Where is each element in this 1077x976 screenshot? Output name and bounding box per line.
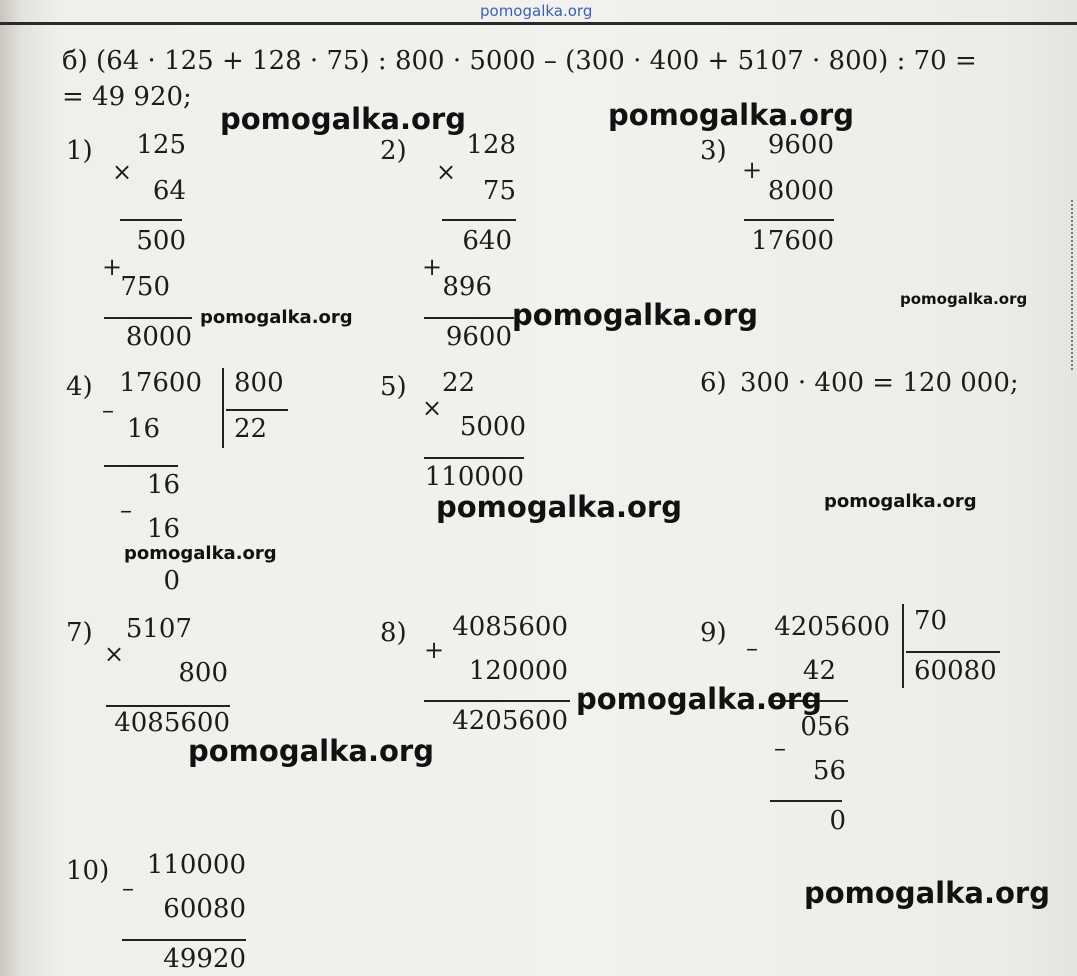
subtrahend-2: 16 <box>146 514 180 544</box>
divisor: 70 <box>914 606 948 636</box>
division-bar <box>222 368 224 448</box>
watermark: pomogalka.org <box>900 290 1028 308</box>
result: 4205600 <box>452 706 568 736</box>
remainder-final: 0 <box>829 806 846 836</box>
subtrahend-1: 16 <box>126 414 160 444</box>
watermark-top: pomogalka.org <box>480 2 593 20</box>
partial-1: 500 <box>136 226 186 256</box>
watermark: pomogalka.org <box>824 491 977 512</box>
subtrahend-2: 56 <box>812 756 846 786</box>
watermark: pomogalka.org <box>804 876 1050 910</box>
rule <box>424 457 524 459</box>
quotient: 22 <box>234 414 268 444</box>
step-label: 6) <box>700 368 727 398</box>
result: 110000 <box>424 462 524 492</box>
operand-b: 64 <box>152 176 186 206</box>
remainder-1: 056 <box>800 712 850 742</box>
rule <box>906 651 1000 653</box>
watermark: pomogalka.org <box>124 543 277 564</box>
remainder-1: 16 <box>146 470 180 500</box>
rule <box>424 700 570 702</box>
plus-sign: + <box>424 636 445 664</box>
minus-sign: – <box>774 734 786 762</box>
plus-sign: + <box>742 156 763 184</box>
operand-b: 8000 <box>767 176 834 206</box>
page-edge-strip <box>1071 200 1077 370</box>
page-top-rule <box>0 22 1077 25</box>
equation: 300 · 400 = 120 000; <box>740 368 1019 398</box>
watermark: pomogalka.org <box>576 682 822 716</box>
minus-sign: – <box>120 496 132 524</box>
operand-a: 4085600 <box>452 612 568 642</box>
minus-sign: – <box>746 634 758 662</box>
expression-line-1: б) (64 · 125 + 128 · 75) : 800 · 5000 – (300 · 400 + 5107 · 800) : 70 = <box>62 46 977 76</box>
step-label: 9) <box>700 618 727 648</box>
watermark: pomogalka.org <box>200 307 353 328</box>
partial-2: 896 <box>442 272 492 302</box>
subtrahend-1: 42 <box>802 656 836 686</box>
operand-a: 110000 <box>146 850 246 880</box>
operand-a: 22 <box>442 368 476 398</box>
quotient: 60080 <box>914 656 997 686</box>
operand-a: 128 <box>466 130 516 160</box>
rule <box>122 939 246 941</box>
remainder-final: 0 <box>163 566 180 596</box>
rule <box>770 800 842 802</box>
operand-b: 60080 <box>163 894 246 924</box>
rule <box>106 705 230 707</box>
operand-a: 9600 <box>767 130 834 160</box>
minus-sign: – <box>102 396 114 424</box>
rule <box>744 219 834 221</box>
operand-a: 5107 <box>125 614 192 644</box>
rule <box>120 219 182 221</box>
step-label: 4) <box>66 372 93 402</box>
dividend: 4205600 <box>774 612 890 642</box>
step-label: 7) <box>66 618 93 648</box>
multiply-sign: × <box>422 394 443 422</box>
result: 9600 <box>445 322 512 352</box>
expression-line-2: = 49 920; <box>62 82 192 112</box>
rule <box>104 317 192 319</box>
operand-b: 800 <box>178 658 228 688</box>
division-bar <box>902 604 904 688</box>
operand-b: 75 <box>482 176 516 206</box>
plus-sign: + <box>102 253 123 281</box>
divisor: 800 <box>234 368 284 398</box>
rule <box>226 409 288 411</box>
step-label: 8) <box>380 618 407 648</box>
operand-b: 5000 <box>459 412 526 442</box>
dividend: 17600 <box>119 368 202 398</box>
result: 4085600 <box>114 708 230 738</box>
step-label: 1) <box>66 136 93 166</box>
watermark: pomogalka.org <box>188 734 434 768</box>
step-label: 2) <box>380 136 407 166</box>
watermark: pomogalka.org <box>436 490 682 524</box>
result: 17600 <box>751 226 834 256</box>
partial-1: 640 <box>462 226 512 256</box>
plus-sign: + <box>422 253 443 281</box>
rule <box>442 219 516 221</box>
result: 8000 <box>125 322 192 352</box>
partial-2: 750 <box>120 272 170 302</box>
watermark: pomogalka.org <box>512 298 758 332</box>
step-label: 3) <box>700 136 727 166</box>
operand-b: 120000 <box>468 656 568 686</box>
multiply-sign: × <box>104 640 125 668</box>
watermark: pomogalka.org <box>608 98 854 132</box>
watermark: pomogalka.org <box>220 102 466 136</box>
minus-sign: – <box>122 874 134 902</box>
step-label: 10) <box>66 856 110 886</box>
rule <box>424 317 514 319</box>
step-label: 5) <box>380 372 407 402</box>
operand-a: 125 <box>136 130 186 160</box>
result: 49920 <box>163 944 246 974</box>
multiply-sign: × <box>112 158 133 186</box>
multiply-sign: × <box>436 158 457 186</box>
rule <box>104 465 178 467</box>
